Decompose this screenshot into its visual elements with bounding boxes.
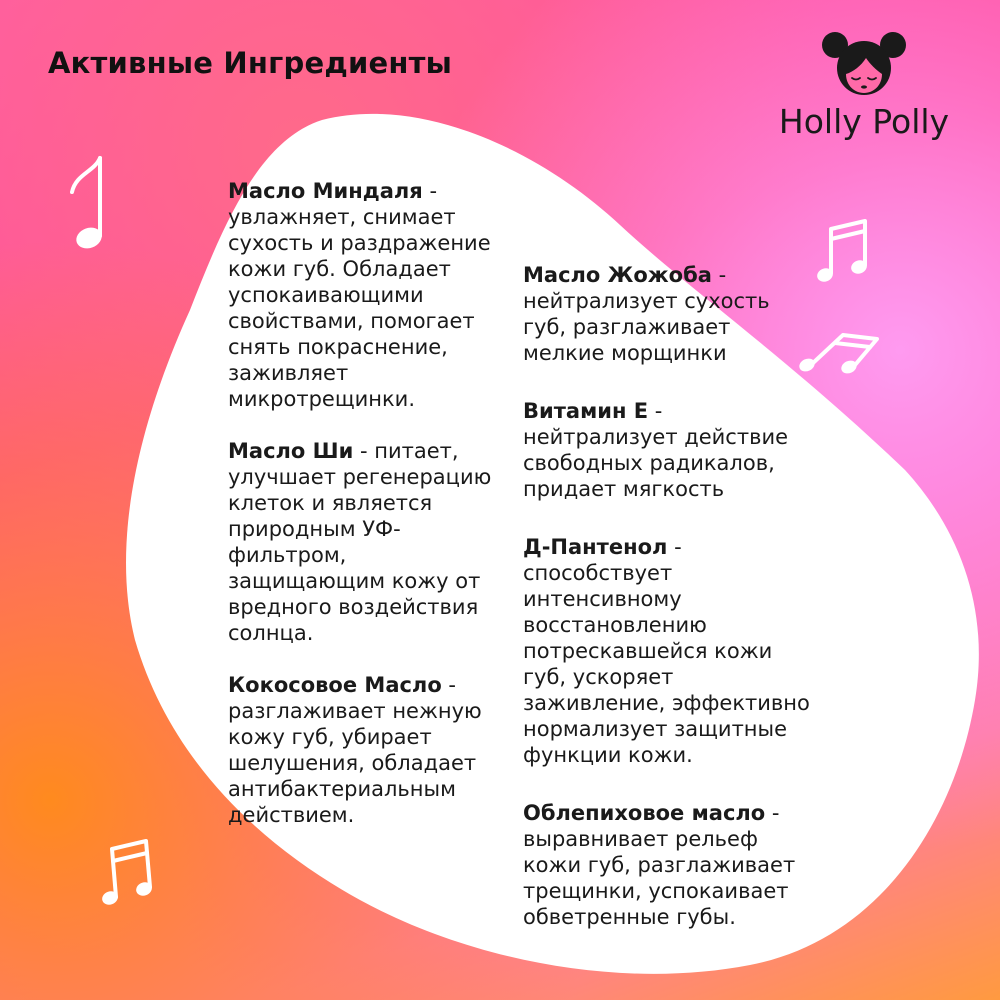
ingredient-separator: -: [648, 399, 663, 423]
ingredient-name: Витамин Е: [523, 399, 649, 423]
double-music-note-icon: [815, 215, 875, 290]
page-title: Активные Ингредиенты: [48, 46, 452, 80]
ingredient-name: Масло Ши: [228, 439, 354, 463]
ingredient-description: нейтрализует сухость губ, разглаживает мелкие морщинки: [523, 289, 770, 365]
ingredient-separator: -: [441, 673, 457, 697]
ingredient-item: [523, 800, 813, 930]
ingredient-description: способствует интенсивному восстановлению потрескавшейся кожи губ, ускоряет заживление, эффективно нормализует защитные функции кожи.: [523, 561, 810, 767]
brand-logo: [764, 30, 964, 150]
ingredient-item: [523, 262, 813, 366]
ingredient-name: Кокосовое Масло: [228, 673, 442, 697]
ingredient-description: выравнивает рельеф кожи губ, разглаживает трещинки, успокаивает обветренные губы.: [523, 827, 796, 929]
ingredient-separator: -: [765, 801, 780, 825]
music-note-icon: [62, 150, 122, 260]
ingredient-separator: -: [422, 179, 438, 203]
ingredient-description: разглаживает нежную кожу губ, убирает шелушения, обладает антибактериальным действием.: [228, 699, 482, 827]
ingredient-item: [228, 438, 493, 646]
ingredient-item: [523, 398, 813, 502]
ingredient-name: Облепиховое масло: [523, 801, 766, 825]
double-music-note-icon: [98, 835, 163, 910]
ingredient-description: нейтрализует действие свободных радикалов, придает мягкость: [523, 425, 789, 501]
ingredient-item: [228, 178, 493, 412]
ingredient-separator: -: [711, 263, 727, 287]
brand-name: Holly Polly: [778, 102, 950, 141]
ingredient-separator: -: [353, 439, 375, 463]
ingredient-description: увлажняет, снимает сухость и раздражение кожи губ. Обладает успокаивающими свойствами, помогает снять покраснение, заживляет микротрещинки.: [228, 205, 491, 411]
logo-girl-icon: [819, 30, 909, 100]
ingredient-name: Масло Жожоба: [523, 263, 712, 287]
ingredient-description: питает, улучшает регенерацию клеток и является природным УФ-фильтром, защищающим кожу от вредного воздействия солнца.: [228, 439, 492, 645]
ingredient-item: [523, 534, 813, 768]
ingredient-name: Масло Миндаля: [228, 179, 423, 203]
ingredients-left-column: [228, 178, 493, 854]
ingredient-name: Д-Пантенол: [523, 535, 668, 559]
ingredients-right-column: [523, 262, 813, 962]
ingredient-item: [228, 672, 493, 828]
ingredient-separator: -: [667, 535, 682, 559]
